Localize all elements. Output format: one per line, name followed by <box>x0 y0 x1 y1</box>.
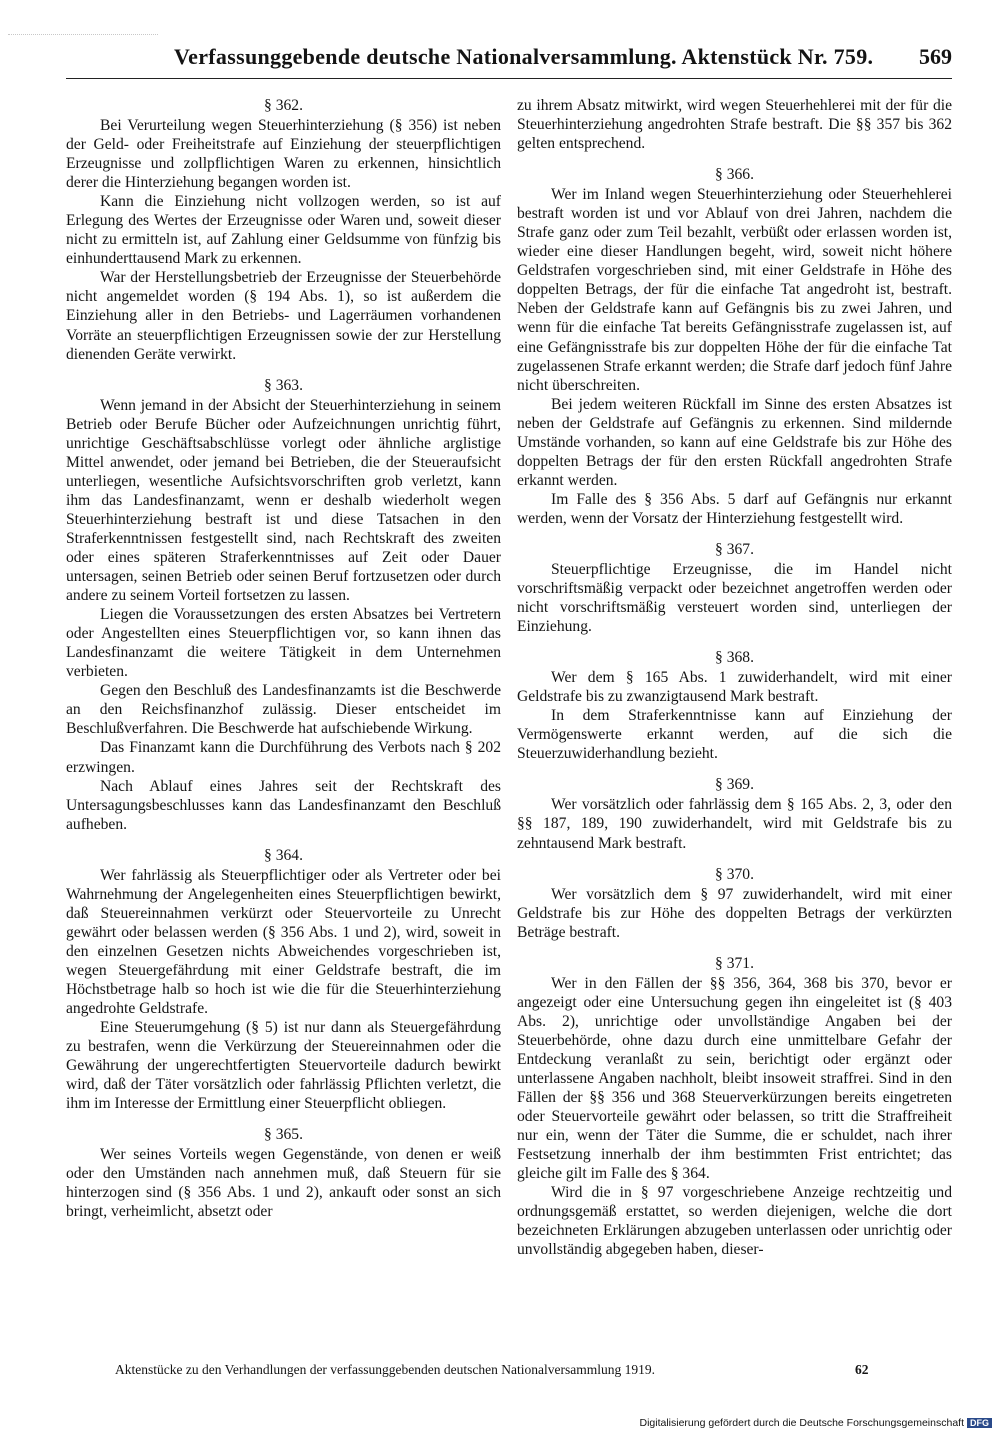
section <box>517 954 952 1260</box>
paragraph: Wer im Inland wegen Steuerhinterziehung oder Steuerhehlerei bestraft worden ist und vor Ablauf von drei Jahren, nachdem die Strafe ganz oder zum Teil bezahlt, verbüßt oder erlassen worden ist, wieder eine dieser Handlungen begeht, wird, soweit nicht höhere Geldstrafen vorgeschrieben sind, mit einer Geldstrafe in Höhe des doppelten Betrags, der für die einfache Tat angedroht ist, bestraft. Neben der Geldstrafe kann auf Gefängnis bis zu zwei Jahren, und wenn für die einfache Tat bereits Gefängnisstrafe zugelassen ist, auf eine Gefängnisstrafe bis zur doppelten Höhe der für die einfache Tat zugelassenen Strafe erkannt werden; die Strafe darf jedoch fünf Jahre nicht überschreiten. <box>517 186 952 394</box>
paragraph: Eine Steuerumgehung (§ 5) ist nur dann als Steuergefährdung zu bestrafen, wenn die Verkürzung der Steuereinnahmen oder die Gewährung der ungerechtfertigten Steuervorteile dadurch bewirkt wird, daß der Täter vorsätzlich oder fahrlässig Pflichten verletzt, die ihm im Interesse der Ermittlung einer Steuerpflicht obliegen. <box>66 1019 501 1113</box>
scan-artifact <box>8 34 158 40</box>
section <box>517 96 952 153</box>
section <box>517 165 952 528</box>
paragraph: Wer dem § 165 Abs. 1 zuwiderhandelt, wird mit einer Geldstrafe bis zu zwanzigtausend Mark bestraft. <box>517 669 952 706</box>
section <box>66 1125 501 1221</box>
section <box>66 846 501 1114</box>
paragraph: Wenn jemand in der Absicht der Steuerhinterziehung in seinem Betrieb oder Berufe Bücher oder Aufzeichnungen unrichtig führt, unrichtige Geschäftsabschlüsse vorlegt oder ähnliche arglistige Mittel anwendet, oder jemand bei Betrieben, die der Steueraufsicht unterliegen, wesentliche Aufsichtsvorschriften grob verletzt, kann ihm das Landesfinanzamt, wenn er deshalb wiederholt wegen Steuerhinterziehung bestraft ist und diese Tatsachen in den Straferkenntnissen festgestellt sind, nach Rechtskraft des zweiten oder eines späteren Straferkenntnisses auf Zeit oder Dauer untersagen, seinen Betrieb oder seinen Beruf fortzusetzen oder durch andere zu seinem Vorteil fortsetzen zu lassen. <box>66 396 501 605</box>
paragraph: Gegen den Beschluß des Landesfinanzamts ist die Beschwerde an den Reichsfinanzhof zulässig. Dieser entscheidet im Beschlußverfahren. Die Beschwerde hat aufschiebende Wirkung. <box>66 682 501 738</box>
section-heading: § 368. <box>715 649 754 667</box>
section-heading: § 369. <box>715 776 754 794</box>
section-heading: § 371. <box>715 954 754 972</box>
footer-text: Aktenstücke zu den Verhandlungen der verfassunggebenden deutschen Nationalversammlung 1919. <box>115 1362 655 1377</box>
section <box>517 540 952 636</box>
paragraph: zu ihrem Absatz mitwirkt, wird wegen Steuerhehlerei mit der für die Steuerhinterziehung angedrohten Strafe bestraft. Die §§ 357 bis 362 gelten entsprechend. <box>517 97 952 153</box>
dfg-logo: DFG <box>967 1418 992 1428</box>
page-number: 569 <box>919 44 952 69</box>
paragraph: Nach Ablauf eines Jahres seit der Rechtskraft des Untersagungsbeschlusses kann das Landesfinanzamt den Beschluß aufheben. <box>66 777 501 833</box>
paragraph: Kann die Einziehung nicht vollzogen werden, so ist auf Erlegung des Wertes der Erzeugnisse oder Waren und, soweit dieser nicht zu ermitteln ist, auf Zahlung einer Geldsumme von fünfzig bis einhunderttausend Mark zu erkennen. <box>66 193 501 268</box>
right-column <box>517 96 952 1271</box>
section <box>66 376 501 834</box>
left-column <box>66 96 501 1233</box>
paragraph: Bei jedem weiteren Rückfall im Sinne des ersten Absatzes ist neben der Geldstrafe auf Gefängnis zu erkennen. Sind mildernde Umstände vorhanden, so kann auf eine Geldstrafe bis zur Höhe des doppelten Betrags der für den ersten Rückfall angedrohten Strafe erkannt werden. <box>517 395 952 489</box>
page-header <box>66 44 952 74</box>
section-heading: § 365. <box>264 1126 303 1144</box>
section-heading: § 370. <box>715 865 754 883</box>
page-footer <box>115 1362 895 1378</box>
paragraph: War der Herstellungsbetrieb der Erzeugnisse der Steuerbehörde nicht angemeldet worden (§ 194 Abs. 1), so ist außerdem die Einziehung aller in den Betriebs- und Lagerräumen vorhandenen Vorräte an steuerpflichtigen Erzeugnissen sowie der zur Herstellung dienenden Geräte verwirkt. <box>66 269 501 363</box>
paragraph: Liegen die Voraussetzungen des ersten Absatzes bei Vertretern oder Angestellten eines Steuerpflichtigen vor, so kann ihnen das Landesfinanzamt die weitere Tätigkeit in dem Unternehmen verbieten. <box>66 606 501 681</box>
paragraph: Das Finanzamt kann die Durchführung des Verbots nach § 202 erzwingen. <box>66 739 501 776</box>
section-heading: § 362. <box>264 97 303 114</box>
digitization-credit <box>639 1417 992 1429</box>
section-heading: § 363. <box>264 376 303 394</box>
paragraph: Im Falle des § 356 Abs. 5 darf auf Gefängnis nur erkannt werden, wenn der Vorsatz der Hinterziehung festgestellt wird. <box>517 490 952 527</box>
section-heading: § 367. <box>715 540 754 558</box>
paragraph: Wer in den Fällen der §§ 356, 364, 368 bis 370, bevor er angezeigt oder eine Untersuchung gegen ihn eingeleitet ist (§ 403 Abs. 2), unrichtige oder unvollständige Angaben bei der Steuerbehörde, ohne dazu durch eine unmittelbare Gefahr der Entdeckung veranlaßt zu sein, berichtigt oder ergänzt oder unterlassene Angaben nachholt, bleibt insoweit straffrei. Sind in den Fällen der §§ 356 und 368 Steuerverkürzungen bereits eingetreten oder Steuervorteile gewährt oder belassen, so tritt die Straffreiheit nur ein, wenn der Täter die Summe, die er schuldet, nach ihrer Festsetzung innerhalb der ihm bestimmten Frist entrichtet; das gleiche gilt im Falle des § 364. <box>517 974 952 1183</box>
section <box>517 648 952 763</box>
paragraph: In dem Straferkenntnisse kann auf Einziehung der Vermögenswerte erkannt werden, auf die sich die Steuerzuwiderhandlung bezieht. <box>517 707 952 763</box>
paragraph: Wer seines Vorteils wegen Gegenstände, von denen er weiß oder den Umständen nach annehmen muß, daß Steuern für sie hinterzogen sind (§ 356 Abs. 1 und 2), ankauft oder sonst an sich bringt, verheimlicht, absetzt oder <box>66 1146 501 1221</box>
header-rule <box>66 78 952 79</box>
paragraph: Wird die in § 97 vorgeschriebene Anzeige rechtzeitig und ordnungsgemäß erstattet, so werden diejenigen, welche die dort bezeichneten Erklärungen abzugeben unterlassen oder unrichtig oder unvollständig abgegeben haben, dieser- <box>517 1184 952 1259</box>
paragraph: Wer vorsätzlich oder fahrlässig dem § 165 Abs. 2, 3, oder den §§ 187, 189, 190 zuwiderhandelt, wird mit Geldstrafe bis zu zehntausend Mark bestraft. <box>517 796 952 852</box>
paragraph: Steuerpflichtige Erzeugnisse, die im Handel nicht vorschriftsmäßig verpackt oder bezeichnet angetroffen werden oder nicht vorschriftsmäßig versteuert worden sind, unterliegen der Einziehung. <box>517 560 952 636</box>
paragraph: Bei Verurteilung wegen Steuerhinterziehung (§ 356) ist neben der Geld- oder Freiheitstrafe auf Einziehung der steuerpflichtigen Erzeugnisse und zollpflichtigen Waren zu erkennen, hinsichtlich derer die Hinterziehung begangen worden ist. <box>66 117 501 192</box>
section <box>66 96 501 364</box>
signature-mark: 62 <box>855 1362 869 1377</box>
paragraph: Wer vorsätzlich dem § 97 zuwiderhandelt, wird mit einer Geldstrafe bis zur Höhe des doppelten Betrags der verkürzten Beträge bestraft. <box>517 885 952 941</box>
digitization-text: Digitalisierung gefördert durch die Deutsche Forschungsgemeinschaft <box>639 1417 964 1429</box>
running-title: Verfassunggebende deutsche Nationalversammlung. Aktenstück Nr. 759. <box>174 44 874 69</box>
paragraph: Wer fahrlässig als Steuerpflichtiger oder als Vertreter oder bei Wahrnehmung der Angelegenheiten eines Steuerpflichtigen bewirkt, daß Steuereinnahmen verkürzt oder Steuervorteile zu Unrecht gewährt oder belassen werden (§ 356 Abs. 1 und 2), wird, soweit in den einzelnen Gesetzen nichts Abweichendes vorgeschrieben ist, wegen Steuergefährdung mit einer Geldstrafe bestraft, die im Höchstbetrage halb so hoch ist wie die für die Steuerhinterziehung angedrohte Geldstrafe. <box>66 866 501 1018</box>
section-heading: § 366. <box>715 166 754 184</box>
section-heading: § 364. <box>264 846 303 864</box>
section <box>517 775 952 852</box>
section <box>517 865 952 942</box>
